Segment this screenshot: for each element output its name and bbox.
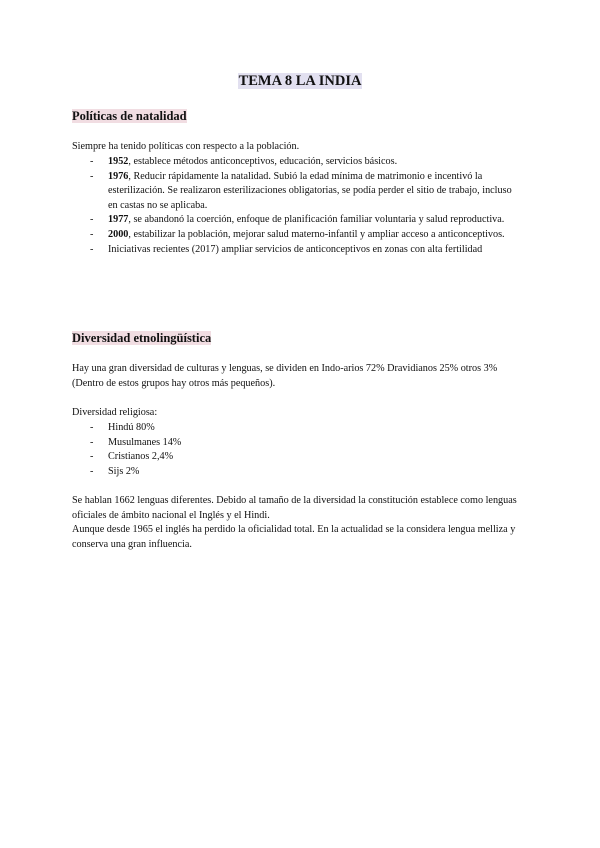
list-item: - 2000, estabilizar la población, mejorar salud materno-infantil y ampliar acceso a anticonceptivos. (90, 228, 522, 243)
natalidad-list (90, 155, 522, 257)
natalidad-intro: Siempre ha tenido políticas con respecto a la población. (72, 141, 300, 152)
religion-list (90, 421, 522, 479)
list-item: - 1952, establece métodos anticonceptivos, educación, servicios básicos. (90, 155, 522, 170)
list-item: - Sijs 2% (90, 465, 522, 480)
section-heading-natalidad: Políticas de natalidad (72, 109, 187, 123)
list-item: - 1977, se abandonó la coerción, enfoque de planificación familiar voluntaria y salud reproductiva. (90, 213, 522, 228)
list-item: - Musulmanes 14% (90, 436, 522, 451)
list-item: - Cristianos 2,4% (90, 450, 522, 465)
page-title-text: TEMA 8 LA INDIA (238, 73, 362, 89)
section-heading-diversidad: Diversidad etnolingüística (72, 331, 212, 345)
list-item: - 1976, Reducir rápidamente la natalidad. Subió la edad mínima de matrimonio e incentivó la esterilización. Se realizaron esterilizaciones obligatorias, se podía perder el sitio de trabajo, incluso en castas no se aplicaba. (90, 170, 522, 214)
list-item: - Hindú 80% (90, 421, 522, 436)
diversidad-paragraph: Hay una gran diversidad de culturas y lenguas, se dividen en Indo-arios 72% Dravidianos 25% otros 3% (Dentro de estos grupos hay otros más pequeños). (72, 363, 498, 389)
page-title (0, 72, 600, 90)
religion-label: Diversidad religiosa: (72, 407, 158, 418)
languages-paragraph: Se hablan 1662 lenguas diferentes. Debido al tamaño de la diversidad la constitución establece como lenguas oficiales de ámbito nacional el Inglés y el Hindi. Aunque desde 1965 el inglés ha perdido la oficialidad total. En la actualidad se la considera lengua melliza y conserva una gran influencia. (72, 495, 517, 550)
list-item: - Iniciativas recientes (2017) ampliar servicios de anticonceptivos en zonas con alta fertilidad (90, 243, 522, 258)
